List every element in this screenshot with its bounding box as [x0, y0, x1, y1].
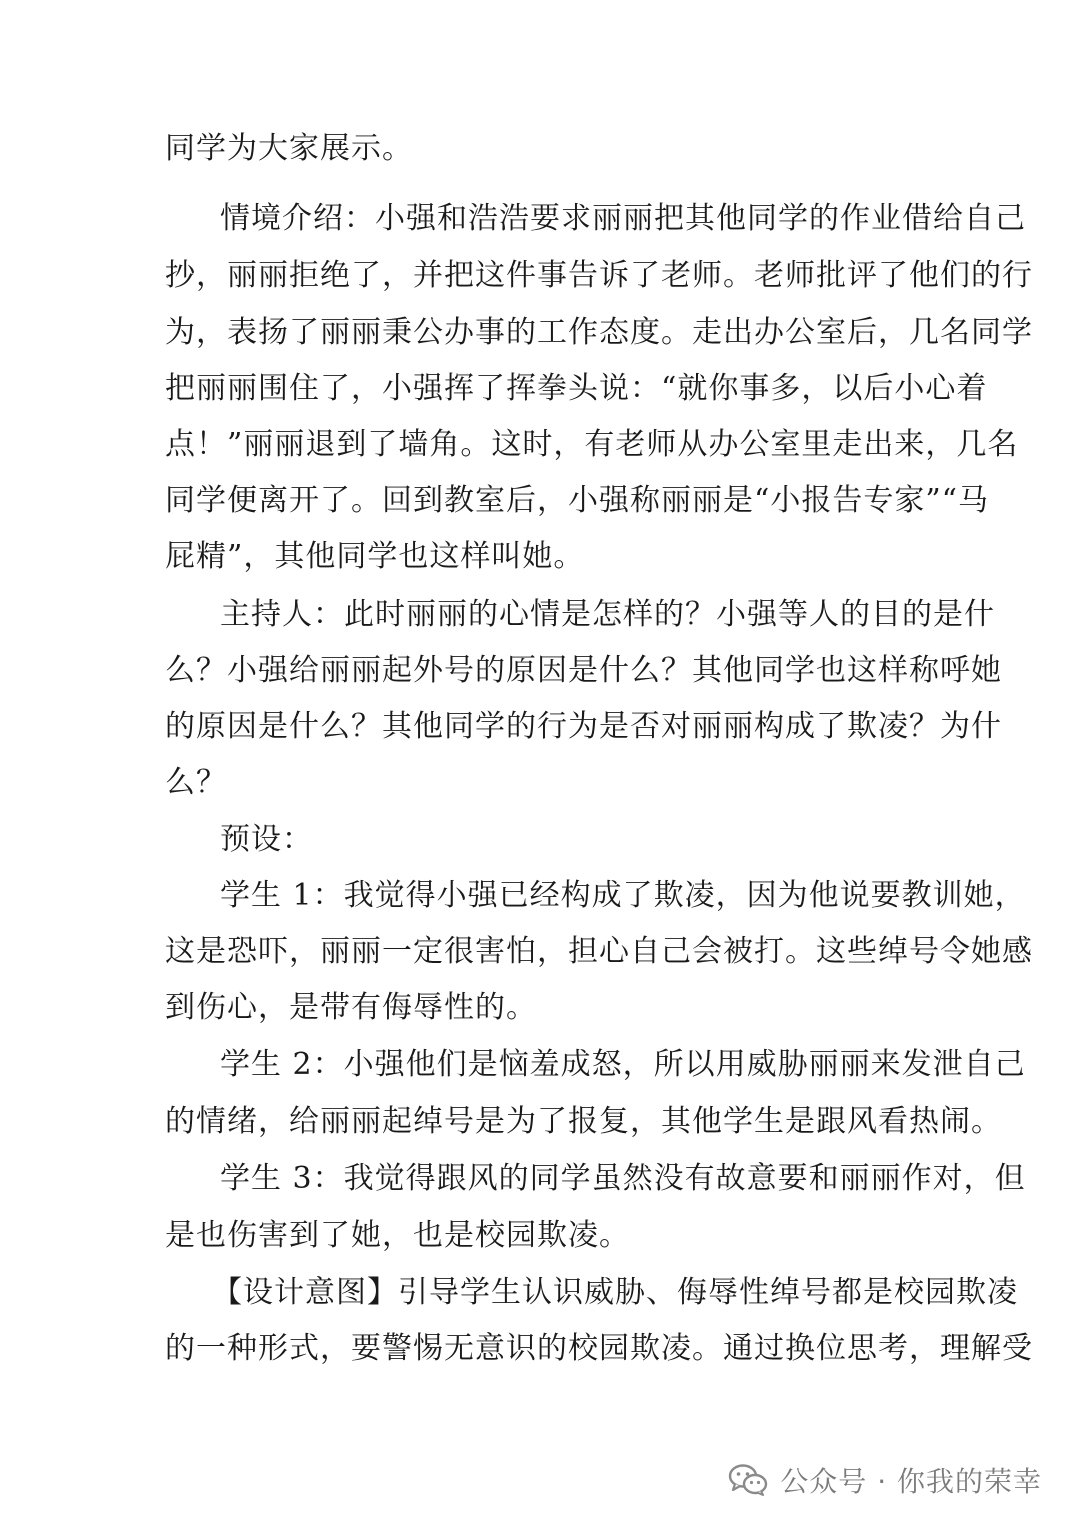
text-line: 预设：	[220, 822, 313, 857]
text-line: 为，表扬了丽丽秉公办事的工作态度。走出办公室后，几名同学	[165, 315, 1033, 350]
watermark	[728, 1460, 1042, 1500]
text-line: 同学为大家展示。	[165, 131, 413, 166]
text-line: 学生 2：小强他们是恼羞成怒，所以用威胁丽丽来发泄自己	[220, 1047, 1026, 1082]
text-line: 同学便离开了。回到教室后，小强称丽丽是“小报告专家”“马	[165, 483, 990, 518]
wechat-icon	[728, 1463, 768, 1497]
text-line: 学生 3：我觉得跟风的同学虽然没有故意要和丽丽作对，但	[220, 1161, 1026, 1196]
text-line: 主持人：此时丽丽的心情是怎样的？小强等人的目的是什	[220, 597, 995, 632]
text-line: 的情绪，给丽丽起绰号是为了报复，其他学生是跟风看热闹。	[165, 1104, 1002, 1139]
text-line: 的原因是什么？其他同学的行为是否对丽丽构成了欺凌？为什	[165, 709, 1002, 744]
text-line: 到伤心，是带有侮辱性的。	[165, 990, 537, 1025]
text-line: 么？	[165, 765, 227, 800]
text-line: 学生 1：我觉得小强已经构成了欺凌，因为他说要教训她，	[220, 878, 1026, 913]
text-line: 把丽丽围住了，小强挥了挥拳头说：“就你事多，以后小心着	[165, 371, 988, 406]
text-line: 抄，丽丽拒绝了，并把这件事告诉了老师。老师批评了他们的行	[165, 258, 1033, 293]
text-line: 的一种形式，要警惕无意识的校园欺凌。通过换位思考，理解受	[165, 1331, 1033, 1366]
text-line: 么？小强给丽丽起外号的原因是什么？其他同学也这样称呼她	[165, 653, 1002, 688]
watermark-text: 公众号 · 你我的荣幸	[780, 1465, 1042, 1498]
text-line: 点！”丽丽退到了墙角。这时，有老师从办公室里走出来，几名	[165, 427, 1019, 462]
text-line: 屁精”，其他同学也这样叫她。	[165, 539, 585, 574]
text-line: 【设计意图】引导学生认识威胁、侮辱性绰号都是校园欺凌	[212, 1275, 1018, 1310]
text-line: 是也伤害到了她，也是校园欺凌。	[165, 1218, 630, 1253]
text-line: 这是恐吓，丽丽一定很害怕，担心自己会被打。这些绰号令她感	[165, 934, 1033, 969]
text-line: 情境介绍：小强和浩浩要求丽丽把其他同学的作业借给自己	[220, 201, 1026, 236]
